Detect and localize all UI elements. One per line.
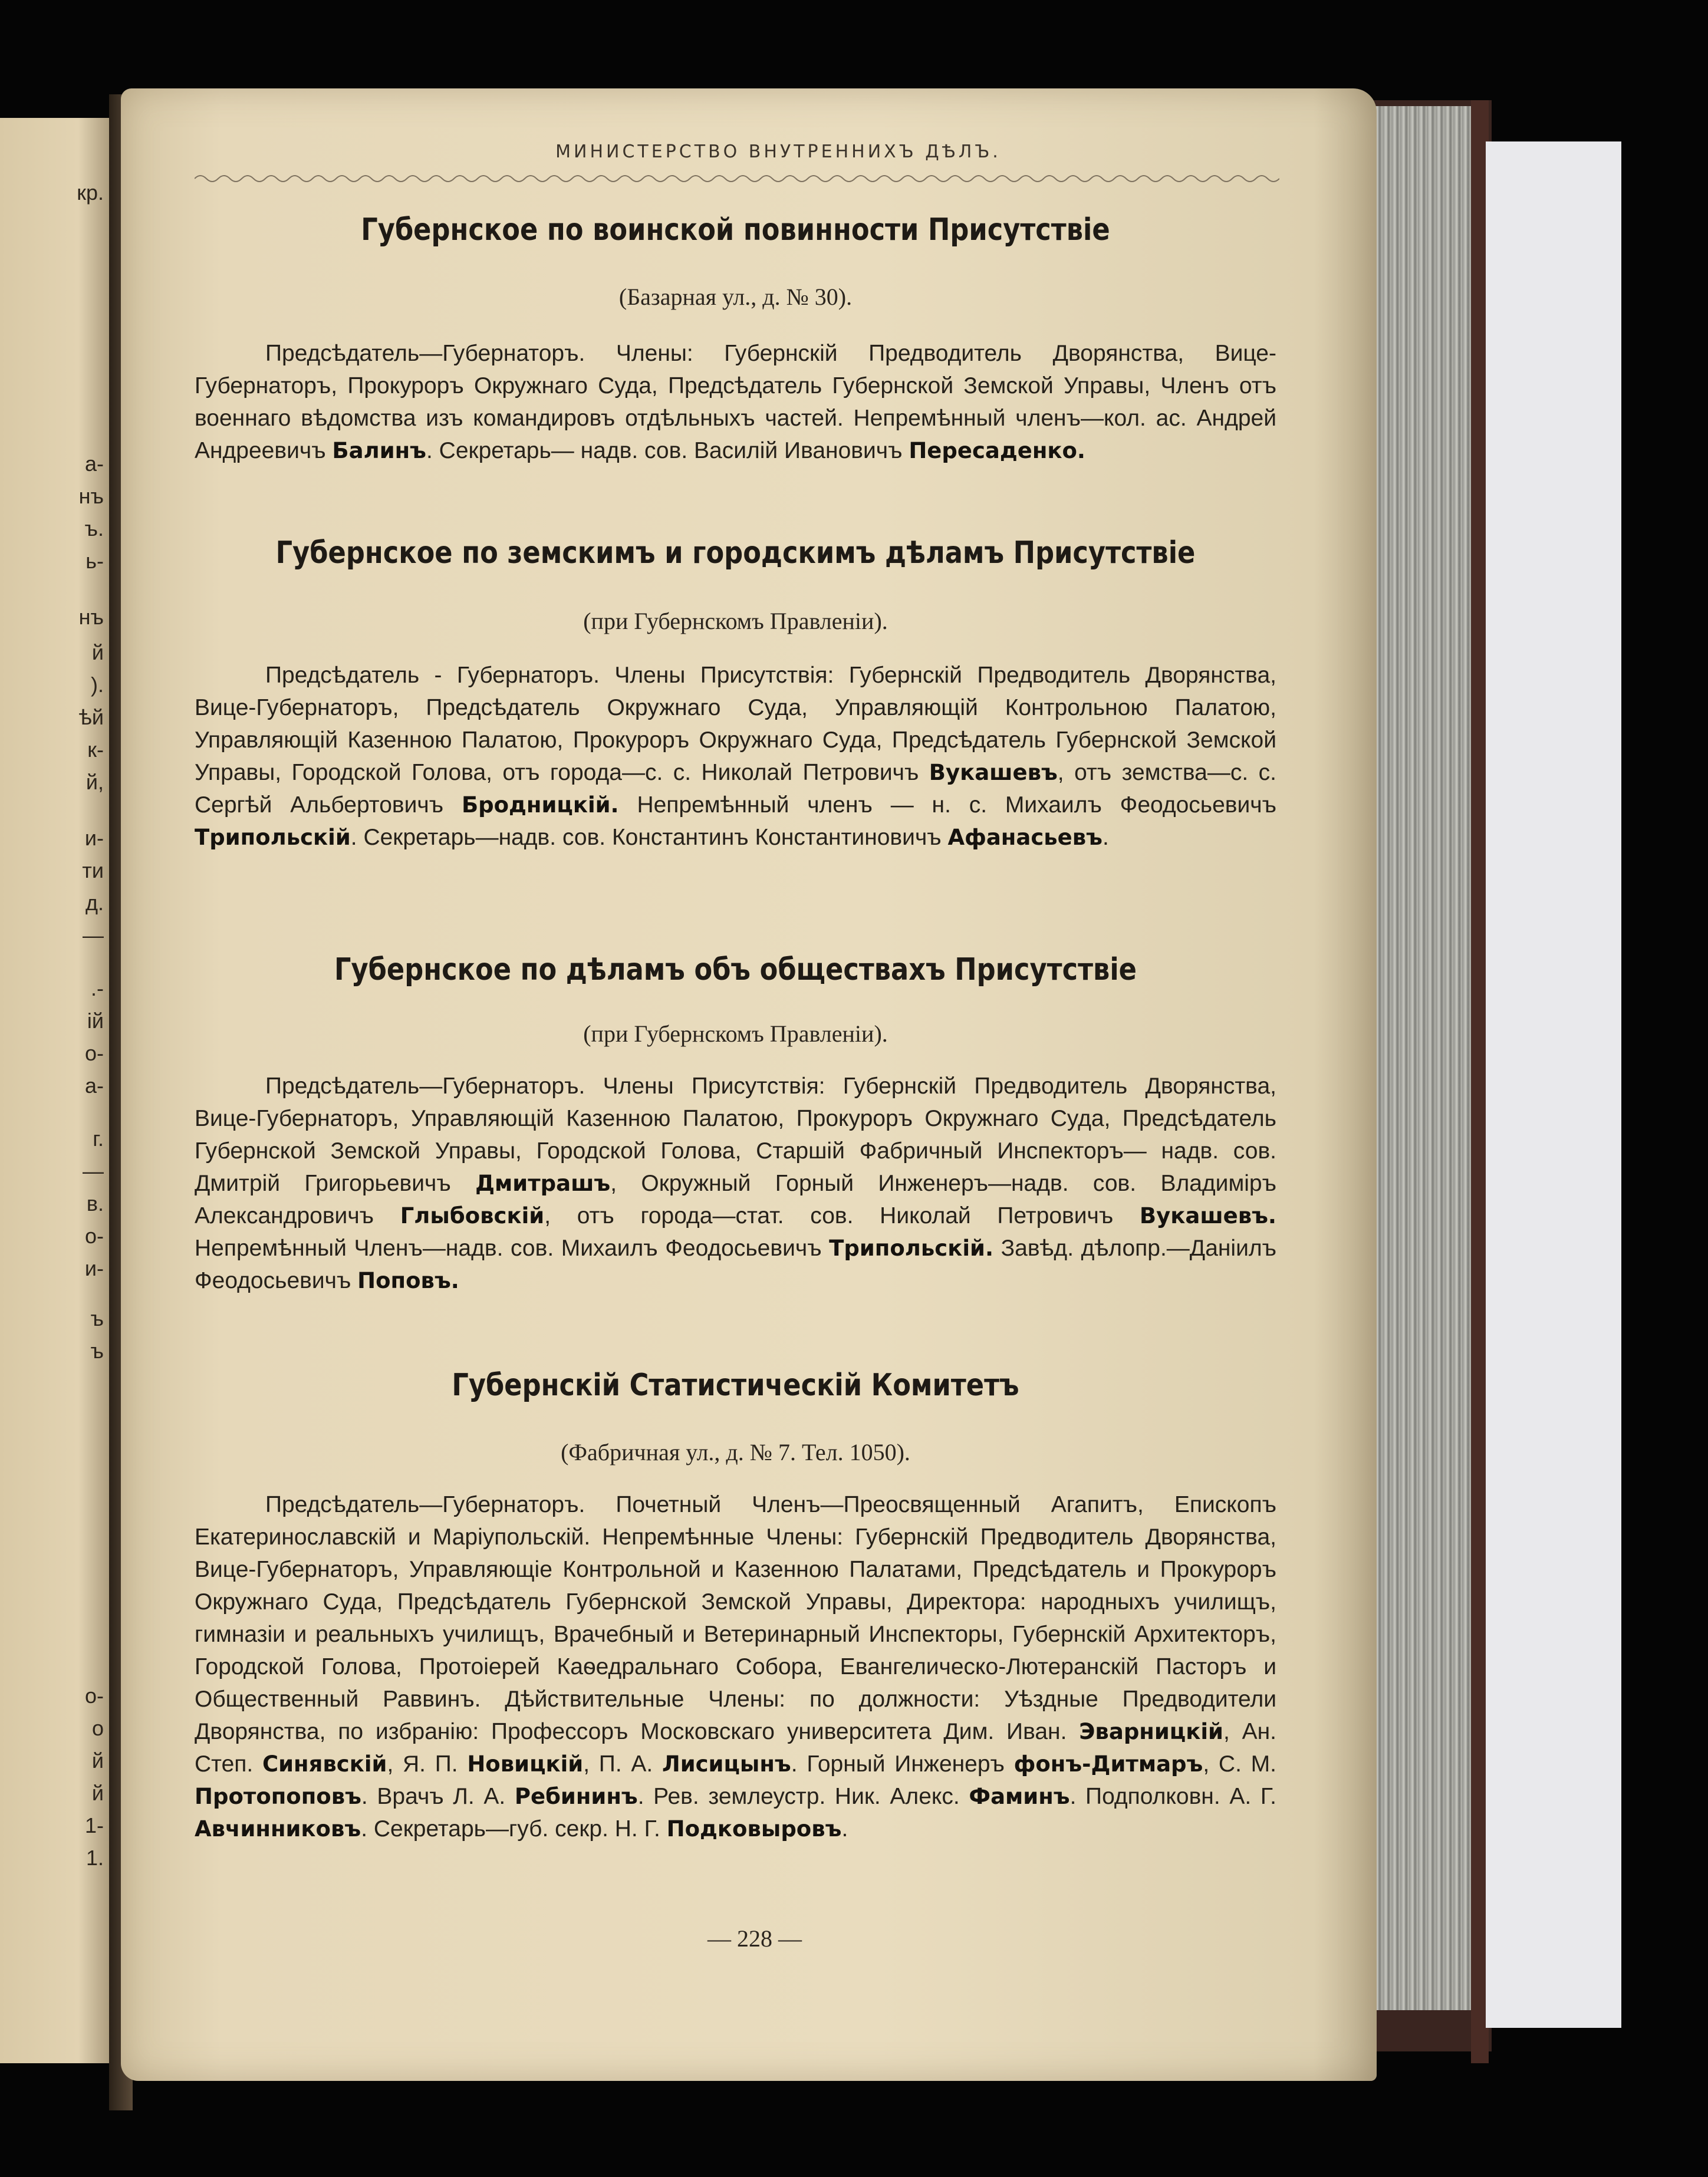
person-surname: Бродницкій. [461, 792, 619, 818]
left-page-fragment: й, [85, 770, 104, 794]
left-page-fragment: кр. [77, 180, 104, 205]
left-page-fragment: а- [84, 452, 104, 476]
person-surname: Ребининъ [514, 1784, 638, 1809]
person-surname: Синявскій [262, 1751, 387, 1777]
left-page-fragment: ь- [85, 549, 104, 573]
person-surname: Трипольскій [195, 825, 351, 850]
person-surname: Пересаденко. [909, 438, 1085, 463]
left-page-fragment: ъ. [84, 516, 104, 541]
left-page-fragment: 1. [85, 1846, 104, 1870]
person-surname: Фаминъ [969, 1784, 1070, 1809]
left-page-fragment: ъ [90, 1306, 104, 1330]
left-page-fragment: — [83, 1159, 104, 1183]
left-page-fragment: ). [91, 673, 104, 697]
person-surname: фонъ-Дитмаръ [1013, 1751, 1203, 1777]
left-page-fragment: й [91, 1748, 104, 1773]
left-page-fragment: ѣй [78, 705, 104, 729]
person-surname: Новицкій [467, 1751, 584, 1777]
left-page-fragment: о [91, 1716, 104, 1740]
person-surname: Протопоповъ [195, 1784, 361, 1809]
left-page-fragment: ъ [90, 1339, 104, 1363]
left-page-fragment: о- [84, 1041, 104, 1065]
person-surname: Глыбовскій [400, 1203, 545, 1229]
left-page-fragment: в. [86, 1191, 104, 1216]
page-stack [1374, 106, 1474, 2010]
left-page-fragment: нъ [78, 605, 104, 629]
section-address-statistics: (Фабричная ул., д. № 7. Тел. 1050). [561, 1439, 910, 1465]
person-surname: Поповъ. [357, 1268, 459, 1293]
person-surname: Лисицынъ [662, 1751, 791, 1777]
person-surname: Авчинниковъ [195, 1816, 361, 1842]
section-title-military: Губернское по воинской повинности Присутствіе [361, 212, 1110, 248]
person-surname: Афанасьевъ [947, 825, 1103, 850]
header-rule [195, 170, 1279, 187]
section-address-zemstvo: (при Губернскомъ Правленіи). [583, 608, 888, 634]
section-address-military: (Базарная ул., д. № 30). [618, 284, 853, 310]
left-facing-page [0, 118, 112, 2063]
left-page-fragment: — [83, 923, 104, 947]
person-surname: Трипольскій. [829, 1236, 993, 1261]
left-page-fragment: д. [85, 891, 104, 915]
section-body-military: Предсѣдатель—Губернаторъ. Члены: Губернскій Предводитель Дворянства, Вице-Губернаторъ, Прокуроръ Окружнаго Суда, Предсѣдатель Губернской Земской Управы, Членъ отъ военнаго вѣдомства изъ командировъ отдѣльныхъ частей. Непремѣнный членъ—кол. ас. Андрей Андреевичъ Балинъ. Секретарь— надв. сов. Василій Ивановичъ Пересаденко. [195, 341, 1276, 463]
left-page-fragment: г. [93, 1127, 104, 1151]
person-surname: Подковыровъ [666, 1816, 842, 1842]
section-body-zemstvo: Предсѣдатель - Губернаторъ. Члены Присутствія: Губернскій Предводитель Дворянства, Вице-Губернаторъ, Предсѣдатель Окружнаго Суда, Управляющій Контрольною Палатою, Управляющій Казенною Палатою, Прокуроръ Окружнаго Суда, Предсѣдатель Губернской Земской Управы, Городской Голова, отъ города—с. с. Николай Петровичъ Вукашевъ, отъ земства—с. с. Сергѣй Альбертовичъ Бродницкій. Непремѣнный членъ — н. с. Михаилъ Феодосьевичъ Трипольскій. Секретарь—надв. сов. Константинъ Константиновичъ Афанасьевъ. [195, 663, 1276, 850]
person-surname: Вукашевъ. [1139, 1203, 1276, 1229]
left-page-fragment: й [91, 640, 104, 664]
left-page-fragment: й [91, 1781, 104, 1805]
section-title-societies: Губернское по дѣламъ объ обществахъ Присутствіе [334, 952, 1137, 987]
left-page-fragment: и- [84, 1256, 104, 1280]
section-body-statistics: Предсѣдатель—Губернаторъ. Почетный Членъ—Преосвященный Агапитъ, Епископъ Екатеринославскій и Маріупольскій. Непремѣнные Члены: Губернскій Предводитель Дворянства, Вице-Губернаторъ, Управляющіе Контрольной и Казенною Палатами, Предсѣдатель и Прокуроръ Окружнаго Суда, Предсѣдатель Губернской Земской Управы, Директора: народныхъ училищъ, гимназіи и реальныхъ училищъ, Врачебный и Ветеринарный Инспекторы, Губернскій Архитекторъ, Городской Голова, Протоіерей Каѳедральнаго Собора, Евангелическо-Лютеранскій Пасторъ и Общественный Раввинъ. Дѣйствительные Члены: по должности: Уѣздные Предводители Дворянства, по избранію: Профессоръ Московскаго университета Дим. Иван. Эварницкій, Ан. Степ. Синявскій, Я. П. Новицкій, П. А. Лисицынъ. Горный Инженеръ фонъ-Дитмаръ, С. М. Протопоповъ. Врачъ Л. А. Ребининъ. Рев. землеустр. Ник. Алекс. Фаминъ. Подполковн. А. Г. Авчинниковъ. Секретарь—губ. секр. Н. Г. Подковыровъ. [195, 1492, 1277, 1842]
person-surname: Эварницкій [1079, 1719, 1223, 1744]
section-title-statistics: Губернскій Статистическій Комитетъ [452, 1368, 1019, 1403]
left-page-fragment: .- [91, 976, 104, 1000]
left-page-fragment: ти [82, 858, 104, 882]
person-surname: Балинъ [332, 438, 426, 463]
left-page-fragment: к- [87, 737, 104, 762]
person-surname: Вукашевъ [929, 760, 1058, 785]
left-page-fragment: о- [84, 1684, 104, 1708]
left-page-fragment: нъ [78, 484, 104, 508]
left-page-fragment: 1- [84, 1813, 104, 1837]
white-backing-sheet [1486, 141, 1621, 2028]
section-body-societies: Предсѣдатель—Губернаторъ. Члены Присутствія: Губернскій Предводитель Дворянства, Вице-Губернаторъ, Управляющій Казенною Палатою, Прокуроръ Окружнаго Суда, Предсѣдатель Губернской Земской Управы, Городской Голова, Старшій Фабричный Инспекторъ— надв. сов. Дмитрій Григорьевичъ Дмитрашъ, Окружный Горный Инженеръ—надв. сов. Владиміръ Александровичъ Глыбовскій, отъ города—стат. сов. Николай Петровичъ Вукашевъ. Непремѣнный Членъ—надв. сов. Михаилъ Феодосьевичъ Трипольскій. Завѣд. дѣлопр.—Даніилъ Феодосьевичъ Поповъ. [195, 1073, 1276, 1293]
left-page-fragment: ій [87, 1009, 104, 1033]
page-number: — 228 — [707, 1925, 802, 1952]
left-page-fragment: а- [84, 1073, 104, 1098]
person-surname: Дмитрашъ [475, 1171, 611, 1196]
left-page-fragment: и- [84, 826, 104, 850]
section-address-societies: (при Губернскомъ Правленіи). [583, 1020, 888, 1047]
left-page-fragment: о- [84, 1224, 104, 1248]
running-head: МИНИСТЕРСТВО ВНУТРЕННИХЪ ДѢЛЪ. [555, 141, 1001, 162]
section-title-zemstvo: Губернское по земскимъ и городскимъ дѣламъ Присутствіе [275, 535, 1196, 571]
